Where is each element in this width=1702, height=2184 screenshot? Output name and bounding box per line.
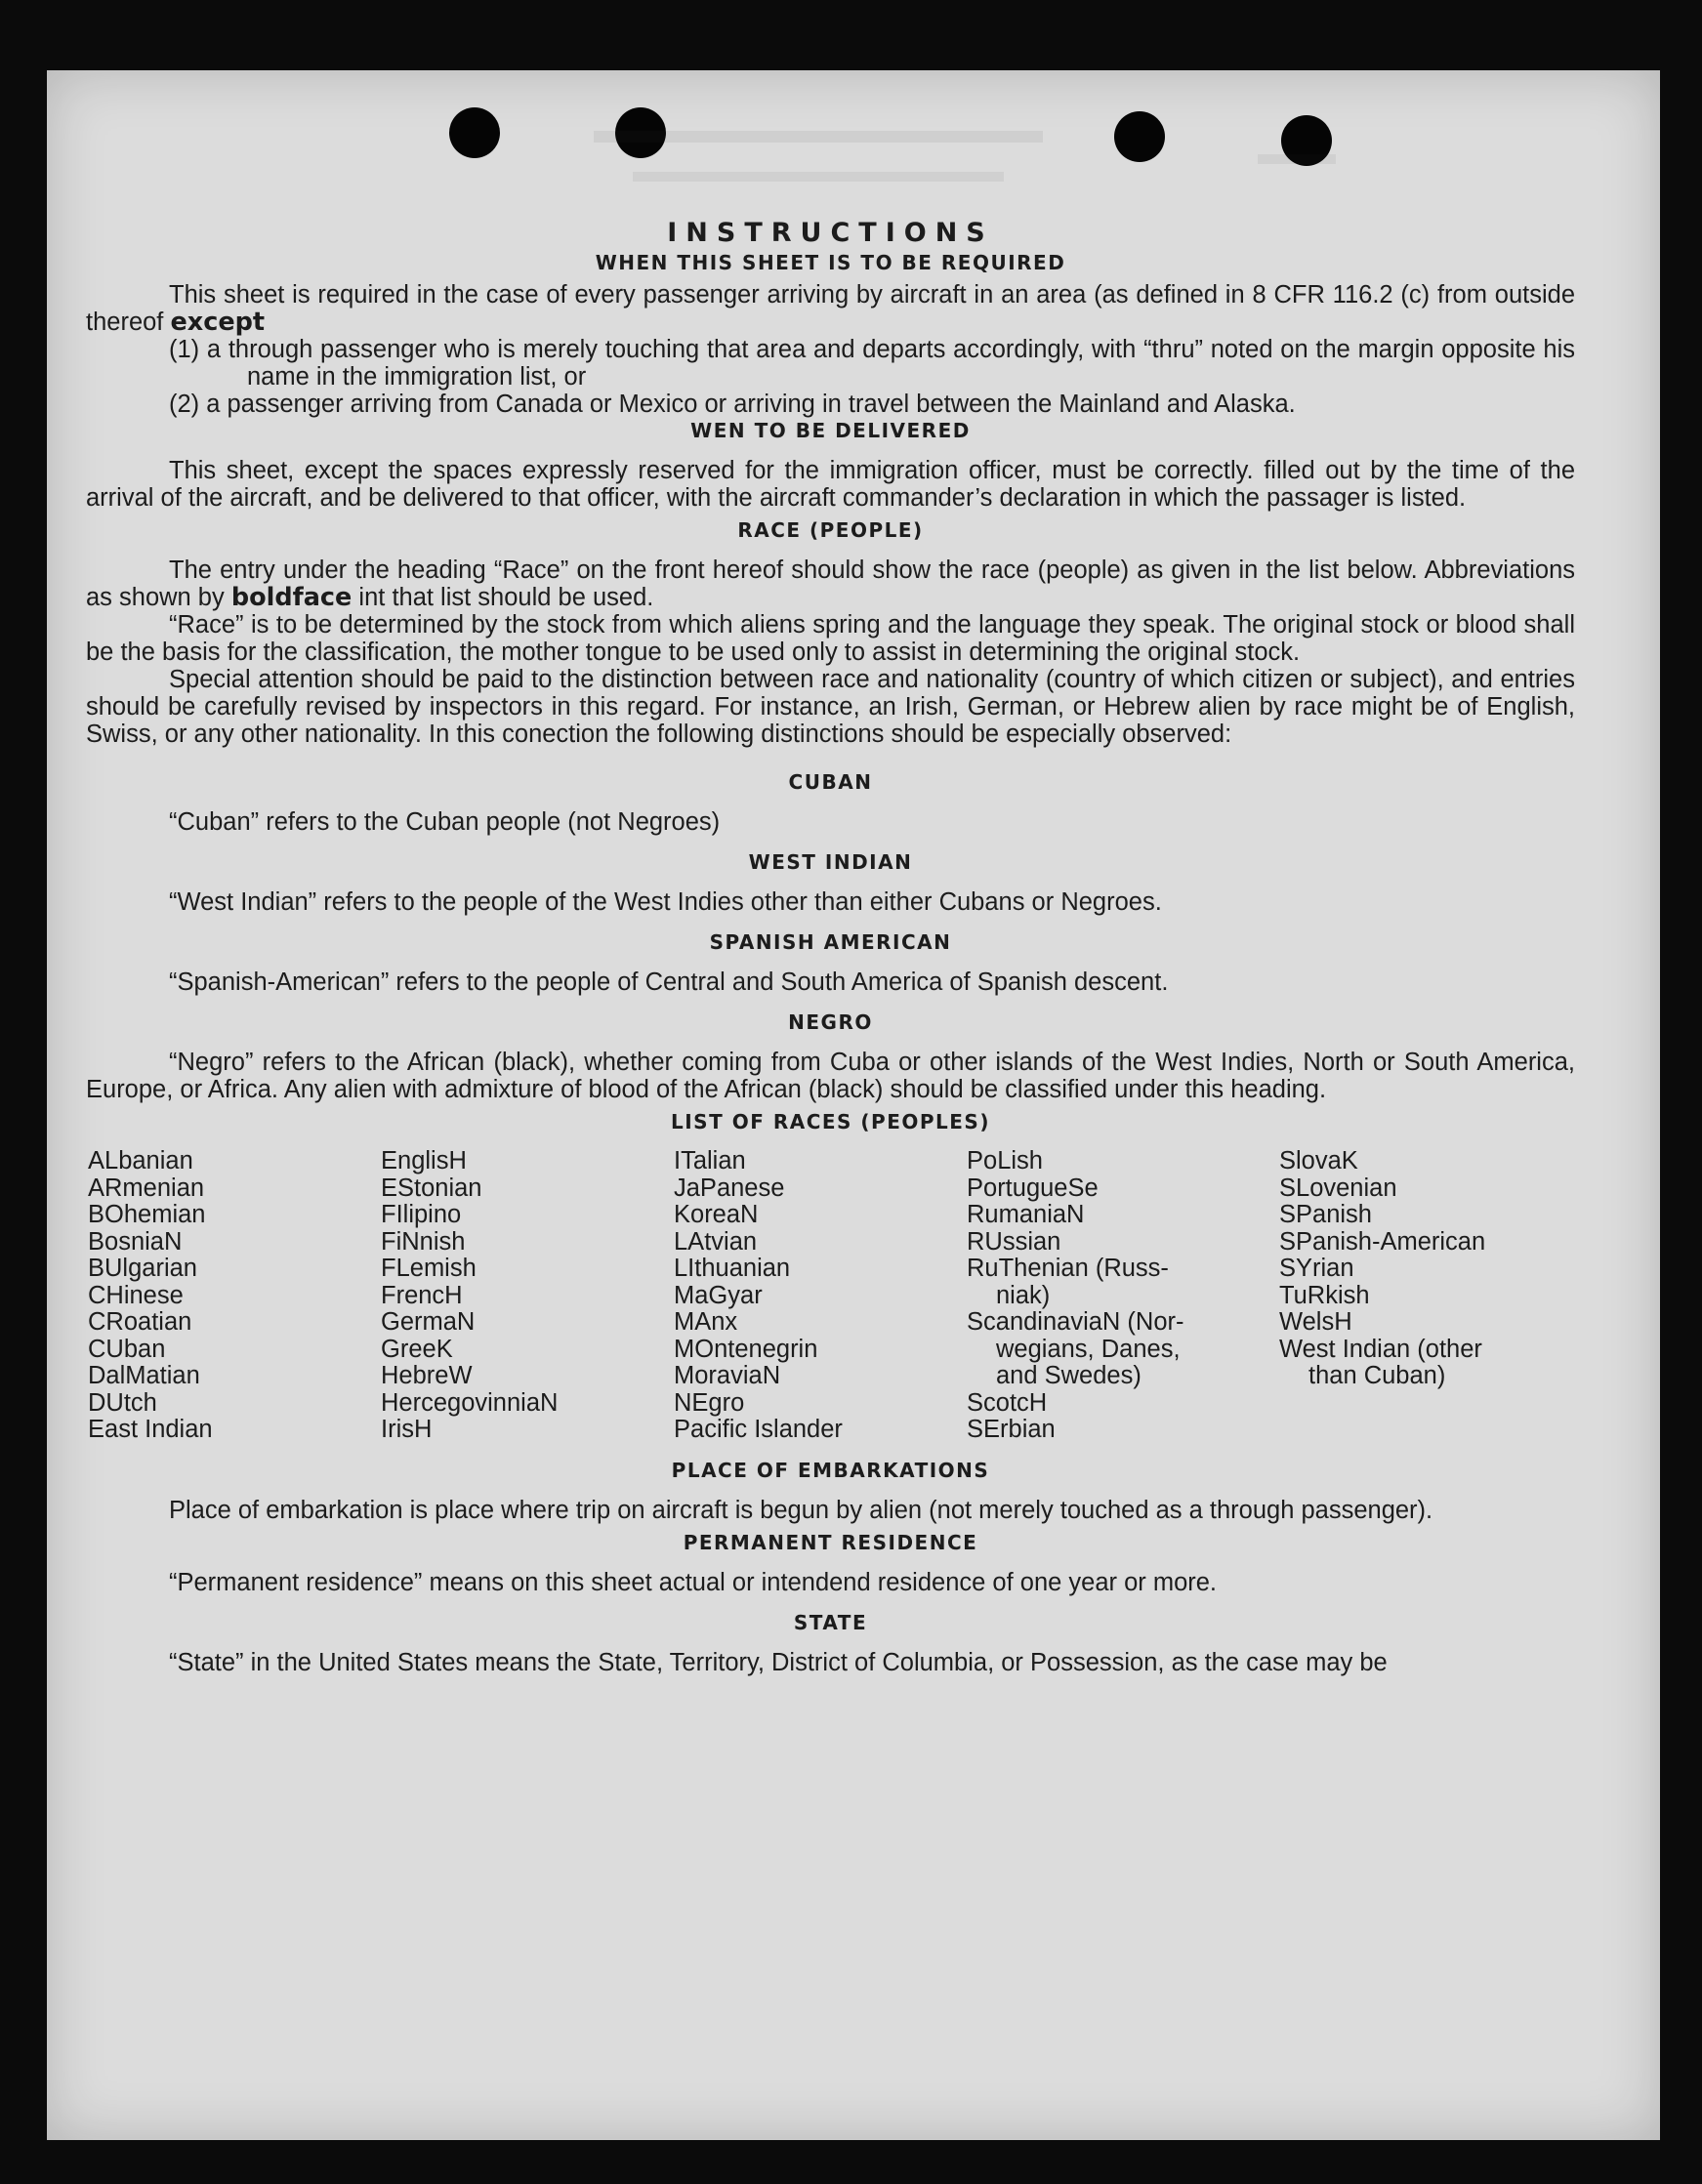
race-item: BosniaN [88, 1227, 183, 1256]
bleed-through-mark [594, 131, 1043, 143]
required-intro [86, 281, 1575, 336]
race-item: FLemish [381, 1255, 477, 1282]
section-heading-negro: NEGRO [788, 1010, 873, 1034]
spanish-american-text: “Spanish-American” refers to the people of Central and South America of Spanish descent. [169, 968, 1169, 996]
race-item: KoreaN [674, 1201, 759, 1228]
race-item: SPanish [1279, 1201, 1372, 1228]
race-item: RumaniaN [967, 1201, 1085, 1228]
bleed-through-mark [633, 172, 1004, 182]
section-heading-required: WHEN THIS SHEET IS TO BE REQUIRED [595, 251, 1066, 274]
section-heading-residence: PERMANENT RESIDENCE [683, 1530, 978, 1554]
race-item: FrencH [381, 1281, 463, 1309]
race-paragraph-1 [86, 556, 1575, 611]
race-item: SPanish-American [1279, 1227, 1486, 1256]
race-item: SlovaK [1279, 1147, 1358, 1174]
bleed-through-mark [1258, 154, 1336, 164]
race-item: niak) [996, 1281, 1051, 1309]
race-item: wegians, Danes, [996, 1335, 1181, 1363]
race-p1-boldface: boldface [230, 583, 353, 612]
race-item: MaGyar [674, 1281, 763, 1309]
race-item: ScandinaviaN (Nor- [967, 1308, 1184, 1336]
race-paragraph-2: “Race” is to be determined by the stock from which aliens spring and the language they speak. The original stock or blood shall be the basis for the classification, the mother tongue to be used only to assist in determining the original stock. [86, 611, 1575, 666]
required-intro-text: This sheet is required in the case of every passenger arriving by aircraft in an area (as defined in 8 CFR 116.2 (c) from outside thereof [86, 281, 1575, 336]
document-sheet [47, 70, 1660, 2140]
section-heading-cuban: CUBAN [788, 770, 873, 794]
races-column-1 [88, 1148, 381, 1444]
instructions-body [86, 217, 1575, 1676]
race-item: HebreW [381, 1362, 473, 1389]
race-paragraph-3: Special attention should be paid to the distinction between race and nationality (country of which citizen or subject), and entries should be carefully revised by inspectors in this regard. For instance, an Irish, German, or Hebrew alien by race might be of English, Swiss, or any other nationality. In this conection the following distinctions should be especially observed: [86, 666, 1575, 748]
race-item: IrisH [381, 1416, 433, 1443]
race-p1-text-b: int that list should be used. [358, 584, 654, 611]
race-item: FiNnish [381, 1227, 466, 1256]
embarkation-text: Place of embarkation is place where trip on aircraft is begun by alien (not merely touched as a through passenger). [169, 1496, 1433, 1524]
race-item: EStonian [381, 1174, 482, 1202]
race-item: SLovenian [1279, 1174, 1397, 1202]
race-item: RUssian [967, 1227, 1061, 1256]
punch-hole [1114, 111, 1165, 162]
race-item: PortugueSe [967, 1174, 1099, 1202]
race-item: CHinese [88, 1281, 184, 1309]
race-item: HercegovinniaN [381, 1388, 559, 1417]
race-item: Pacific Islander [674, 1416, 843, 1443]
race-item: SYrian [1279, 1255, 1354, 1282]
section-heading-embarkation: PLACE OF EMBARKATIONS [671, 1458, 990, 1482]
races-column-2 [381, 1148, 674, 1444]
section-heading-delivered: WEN TO BE DELIVERED [690, 419, 971, 442]
race-item: FIlipino [381, 1201, 462, 1228]
race-item: DalMatian [88, 1362, 200, 1389]
race-item: ScotcH [967, 1388, 1048, 1417]
west-indian-text: “West Indian” refers to the people of the West Indies other than either Cubans or Negroes. [169, 888, 1162, 916]
race-item: LIthuanian [674, 1255, 791, 1282]
race-item: EnglisH [381, 1147, 467, 1174]
race-item: ITalian [674, 1147, 746, 1174]
race-item: MoraviaN [674, 1362, 781, 1389]
page-title: INSTRUCTIONS [667, 218, 994, 248]
state-text: “State” in the United States means the State, Territory, District of Columbia, or Possession, as the case may be [169, 1648, 1388, 1676]
section-heading-state: STATE [793, 1610, 868, 1634]
section-heading-race: RACE (PEOPLE) [737, 518, 924, 542]
punch-hole [449, 107, 500, 158]
section-heading-west-indian: WEST INDIAN [748, 850, 913, 874]
race-item: TuRkish [1279, 1281, 1370, 1309]
race-item: SErbian [967, 1416, 1056, 1443]
race-item: DUtch [88, 1388, 157, 1417]
races-column-3 [674, 1148, 967, 1444]
required-item-1: (1) a through passenger who is merely touching that area and departs accordingly, with “thru” noted on the margin opposite his name in the immigration list, or [169, 336, 1575, 391]
race-item: LAtvian [674, 1227, 758, 1256]
race-item: CRoatian [88, 1308, 192, 1336]
race-item: ARmenian [88, 1174, 205, 1202]
race-item: West Indian (other [1279, 1335, 1482, 1363]
race-item: CUban [88, 1335, 166, 1363]
race-item: NEgro [674, 1388, 745, 1417]
race-item: MOntenegrin [674, 1335, 818, 1363]
residence-text: “Permanent residence” means on this sheet actual or intendend residence of one year or more. [169, 1568, 1218, 1596]
race-item: GermaN [381, 1308, 476, 1336]
race-item: GreeK [381, 1335, 453, 1363]
race-item: JaPanese [674, 1174, 785, 1202]
section-heading-list-of-races: LIST OF RACES (PEOPLES) [671, 1110, 990, 1133]
race-item: RuThenian (Russ- [967, 1255, 1169, 1282]
race-item: East Indian [88, 1416, 213, 1443]
race-item: BOhemian [88, 1201, 206, 1228]
races-column-4 [967, 1148, 1279, 1444]
section-heading-spanish-american: SPANISH AMERICAN [709, 930, 952, 954]
race-item: MAnx [674, 1308, 738, 1336]
cuban-text: “Cuban” refers to the Cuban people (not Negroes) [169, 808, 721, 836]
required-except: except [170, 308, 266, 337]
races-column-5 [1279, 1148, 1572, 1444]
race-item: than Cuban) [1308, 1362, 1446, 1389]
delivered-text: This sheet, except the spaces expressly reserved for the immigration officer, must be correctly. filled out by the time of the arrival of the aircraft, and be delivered to that officer, with the aircraft commander’s declaration in which the passager is listed. [86, 457, 1575, 512]
race-item: ALbanian [88, 1147, 193, 1174]
negro-text: “Negro” refers to the African (black), whether coming from Cuba or other islands of the West Indies, North or South America, Europe, or Africa. Any alien with admixture of blood of the African (black) should be classified under this heading. [86, 1049, 1575, 1103]
required-item-2: (2) a passenger arriving from Canada or Mexico or arriving in travel between the Mainland and Alaska. [169, 391, 1296, 418]
race-item: WelsH [1279, 1308, 1352, 1336]
race-item: PoLish [967, 1147, 1043, 1174]
race-item: BUlgarian [88, 1255, 197, 1282]
race-p1-text-a: The entry under the heading “Race” on the front hereof should show the race (people) as given in the list below. Abbreviations as shown by [86, 556, 1575, 611]
race-item: and Swedes) [996, 1362, 1142, 1389]
races-list [86, 1148, 1575, 1444]
